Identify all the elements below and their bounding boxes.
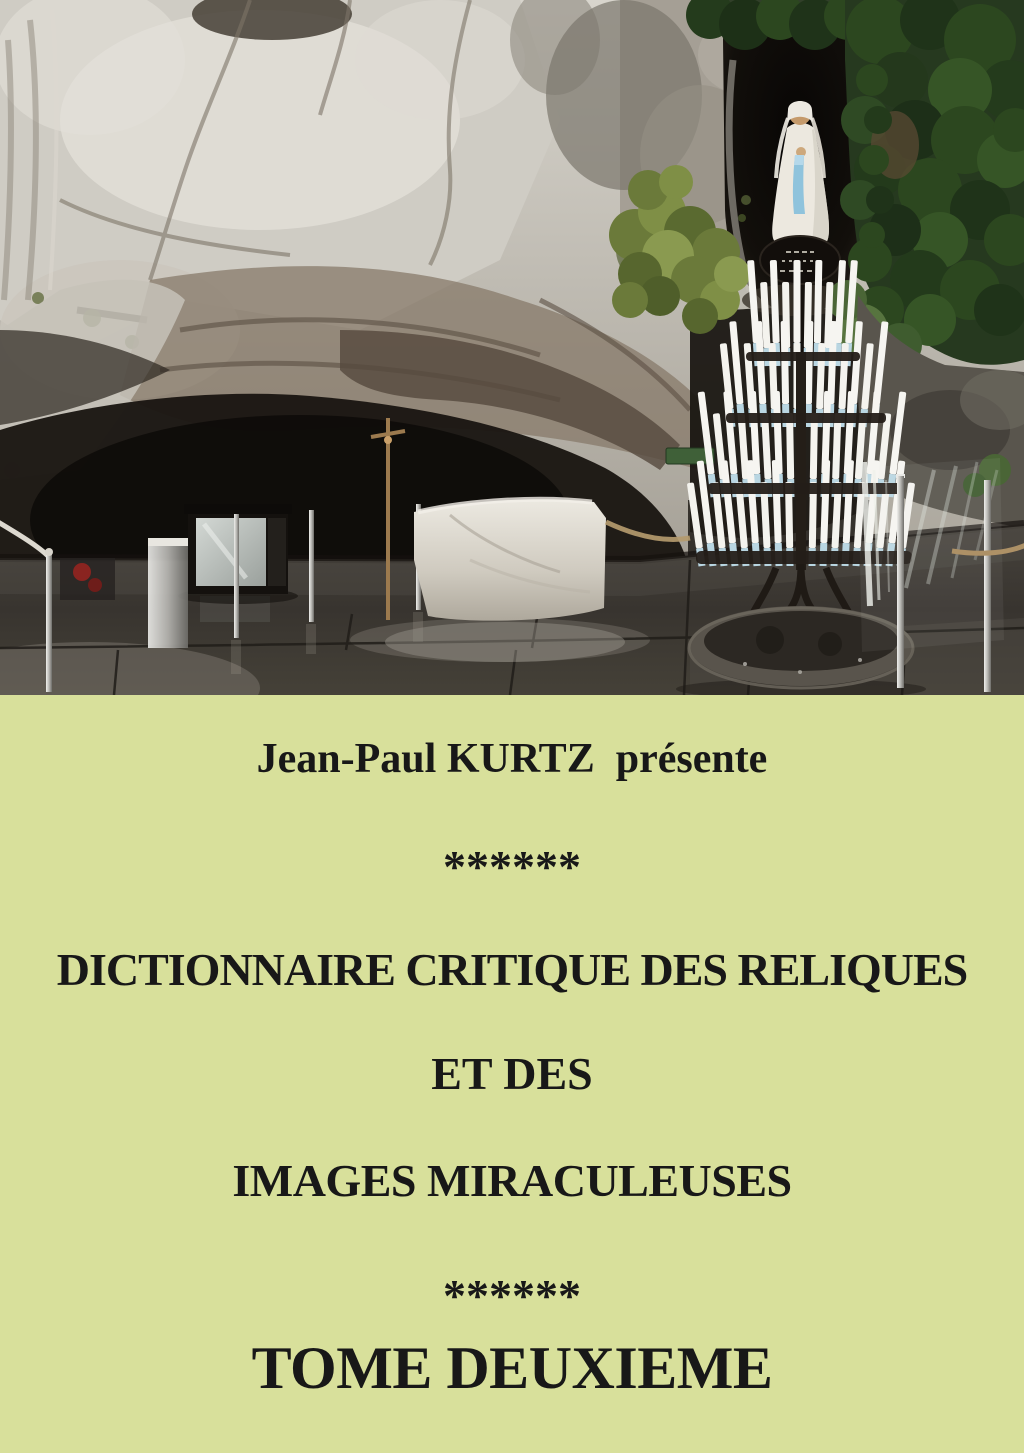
- red-object: [73, 563, 91, 581]
- metal-pedestal: [148, 538, 188, 648]
- separator-asterisks-top: ******: [443, 841, 581, 892]
- title-line-3: IMAGES MIRACULEUSES: [232, 1155, 792, 1206]
- glass-post: [984, 480, 991, 692]
- stanchion-pole: [309, 510, 314, 622]
- separator-asterisks-bottom: ******: [443, 1270, 581, 1321]
- grotto-photo-svg: [0, 0, 1024, 695]
- stanchion-pole: [234, 514, 239, 638]
- title-line-2: ET DES: [431, 1048, 593, 1099]
- altar-stone: [385, 499, 625, 662]
- stanchion-pole: [46, 552, 52, 692]
- ivy-right-mass: [827, 0, 1024, 367]
- presenter-line: Jean-Paul KURTZ présente: [256, 736, 768, 782]
- grotto-photo: [0, 0, 1024, 695]
- title-line-1: DICTIONNAIRE CRITIQUE DES RELIQUES: [56, 944, 968, 995]
- volume-line: TOME DEUXIEME: [251, 1335, 773, 1401]
- glass-post: [897, 476, 904, 688]
